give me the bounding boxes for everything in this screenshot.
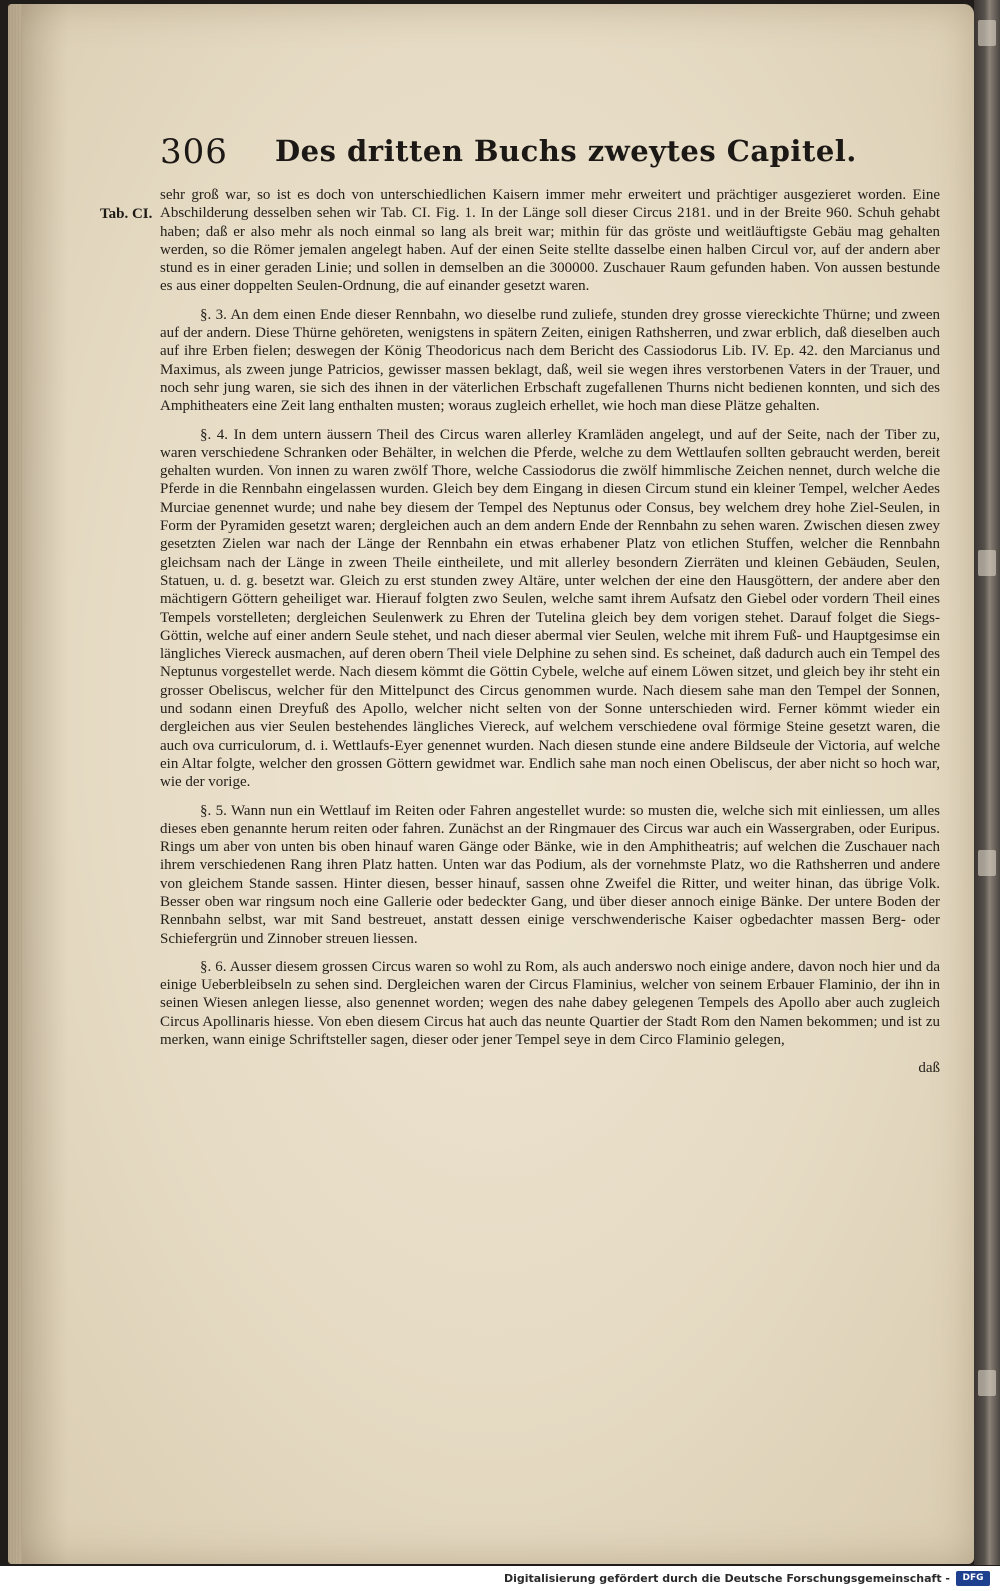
margin-note: Tab. CI. — [100, 206, 153, 222]
running-title: Des dritten Buchs zweytes Capitel. — [275, 134, 857, 168]
paragraph-continuation: sehr groß war, so ist es doch von unterschiedlichen Kaisern immer mehr erweitert und prächtiger ausgezieret worden. Eine Abschilderung desselben sehen wir Tab. CI. Fig. 1. In der Länge soll dieser Circus 2181. und in der Breite 960. Schuh gehabt haben; daß er also mehr als noch einmal so lang als breit war; mithin für das gröste und weitläuftigste Gebäu mag gehalten werden, so die Römer jemalen angelegt haben. Auf der einen Seite stellte dasselbe einen halben Circul vor, auf der andern aber stund es in einer geraden Linie; und sollen in demselben an die 300000. Zuschauer Raum gefunden haben. Von aussen bestunde es aus einer doppelten Seulen-Ordnung, die auf einander gesetzt waren. — [160, 187, 940, 295]
facing-page-edge — [974, 0, 1000, 1565]
footer-bar — [0, 1566, 1000, 1591]
facing-page-mark — [978, 850, 996, 876]
paragraph-section-5: §. 5. Wann nun ein Wettlauf im Reiten oder Fahren angestellet wurde: so musten die, welche sich mit einliessen, um alles dieses eben genannte herum reiten oder fahren. Zunächst an der Ringmauer des Circus war auch ein Wassergraben, oder Euripus. Rings um aber von unten bis oben hinauf waren Gänge oder Bänke, wie in den Amphitheatris; auf welchen die Zuschauer nach ihrem verschiedenen Rang ihren Platz hatten. Unten war das Podium, als der vornehmste Platz, wo die Rathsherren und andere von gleichem Stande sassen. Hinter diesen, besser hinauf, sassen ohne Zweifel die Ritter, und weiter hinan, das übrige Volk. Besser oben war ringsum noch eine Gallerie oder bedeckter Gang, und über dieser annoch einige Bänke. Der untere Boden der Rennbahn selbst, war mit Sand bestreuet, anstatt dessen einige verschwenderische Kaiser ogbedachter massen Berg- oder Schiefergrün und Zinnober streuen liessen. — [160, 802, 940, 947]
paragraph-section-4: §. 4. In dem untern äussern Theil des Circus waren allerley Kramläden angelegt, und auf der Seite, nach der Tiber zu, waren verschiedene Schranken oder Behälter, in welchen die Pferde, welche zu dem Wettlaufen sollten gebraucht werden, bereit gehalten wurden. Von innen zu waren zwölf Thore, welche Cassiodorus die zwölf himmlische Zeichen nennet, durch welche die Pferde in die Rennbahn eingelassen wurden. Gleich bey dem Eingang in diesen Circum stund ein kleiner Tempel, welcher Aedes Murciae genennet wurde; und nahe bey diesem der Tempel des Neptunus oder Consus, bey welchem drey hohe Ziel-Seulen, in Form der Pyramiden gesetzt waren; dergleichen auch an dem andern Ende der Rennbahn zu sehen waren. Zwischen diesen zwey gesetzten Zielen war nach der Länge der Rennbahn ein etwas erhabener Platz von etlichen Stuffen, welcher die Rennbahn gleichsam nach der Länge in zween Theile eintheilete, und mit allerley besondern Zierräten und kleinen Gebäuden, Seulen, Statuen, u. d. g. besetzt war. Gleich zu erst stunden zwey Altäre, unter welchen der eine den Hausgöttern, der andere aber den mächtigern Göttern geheiliget war. Hierauf folgten zwo Seulen, welche samt ihrem Aufsatz den Giebel oder vordern Theil eines Tempels vorstelleten; dergleichen Seulenwerk zu Ehren der Tutelina gleich bey dem vorigen stehet. Darauf folget die Siegs-Göttin, welche auf einer andern Seule stehet, und nach dieser abermal vier Seulen, welche mit ihrem Fuß- und Hauptgesimse ein längliches Viereck ausmachen, auf deren obern Theil viele Delphine zu sehen sind. Es scheinet, daß dadurch auch ein Tempel des Neptunus vorgestellet werde. Nach diesem kömmt die Göttin Cybele, welche auf einem Löwen sitzet, und gleich bey ihr steht ein grosser Obeliscus, welcher für den Mittelpunct des Circus genommen wurde. Nach diesem sahe man den Tempel der Sonnen, und sodann einen Dreyfuß des Apollo, welcher nicht selten von der Sonne unterschieden wird. Ferner kömmt wieder ein dergleichen aus vier Seulen bestehendes längliches Viereck, auf welchem verschiedene oval förmige Steine gesetzt waren, die auch ova curriculorum, d. i. Wettlaufs-Eyer genennet wurden. Nach diesen stunde eine andere Bildseule der Victoria, auf welche ein Altar folgte, welcher den grossen Göttern gewidmet war. Endlich sahe man noch einen Obeliscus, der aber nicht so hoch war, wie der vorige. — [160, 426, 940, 791]
page-number: 306 — [160, 132, 228, 172]
funding-credit: Digitalisierung gefördert durch die Deutsche Forschungsgemeinschaft - — [503, 1572, 950, 1585]
main-text — [160, 186, 940, 1586]
page-header — [160, 132, 940, 178]
facing-page-mark — [978, 20, 996, 46]
paragraph-section-3: §. 3. An dem einen Ende dieser Rennbahn, wo dieselbe rund zuliefe, stunden drey grosse viereckichte Thürne; und zween auf der andern. Diese Thürne gehöreten, wenigstens in spätern Zeiten, einigen Rathsherren, und zwar erblich, daß dieselben auch auf ihre Erben fielen; deswegen der König Theodoricus nach dem Bericht des Cassiodorus Lib. IV. Ep. 42. den Marcianus und Maximus, als zween junge Patricios, gewisser massen beklagt, daß, weil sie wegen ihres verstorbenen Vaters in der Trauer, und noch sehr jung waren, sie sich des ihnen in der väterlichen Erbschaft zugefallenen Thurns nicht bedienen konnten, und sich des Amphitheaters eine Zeit lang enthalten musten; woraus zugleich erhellet, wie hoch man diese Plätze gehalten. — [160, 306, 940, 415]
dfg-logo-icon: DFG — [956, 1571, 990, 1586]
facing-page-mark — [978, 1370, 996, 1396]
gutter-shadow — [8, 4, 68, 1564]
paragraph-section-6: §. 6. Ausser diesem grossen Circus waren so wohl zu Rom, als auch anderswo noch einige andere, davon noch hier und da einige Ueberbleibseln zu sehen sind. Dergleichen waren der Circus Flaminius, welcher von seinem Erbauer Flaminio, der ihn in seinen Wiesen anlegen liesse, also genennet worden; wegen des nahe dabey gelegenen Tempels des Apollo aber auch zugleich Circus Apollinaris hiesse. Von eben diesem Circus hat auch das neunte Quartier der Stadt Rom den Namen bekommen; und ist zu merken, wann einige Schriftsteller sagen, dieser oder jener Tempel seye in dem Circo Flaminio gelegen, — [160, 958, 940, 1049]
catchword: daß — [918, 1060, 940, 1077]
facing-page-mark — [978, 550, 996, 576]
